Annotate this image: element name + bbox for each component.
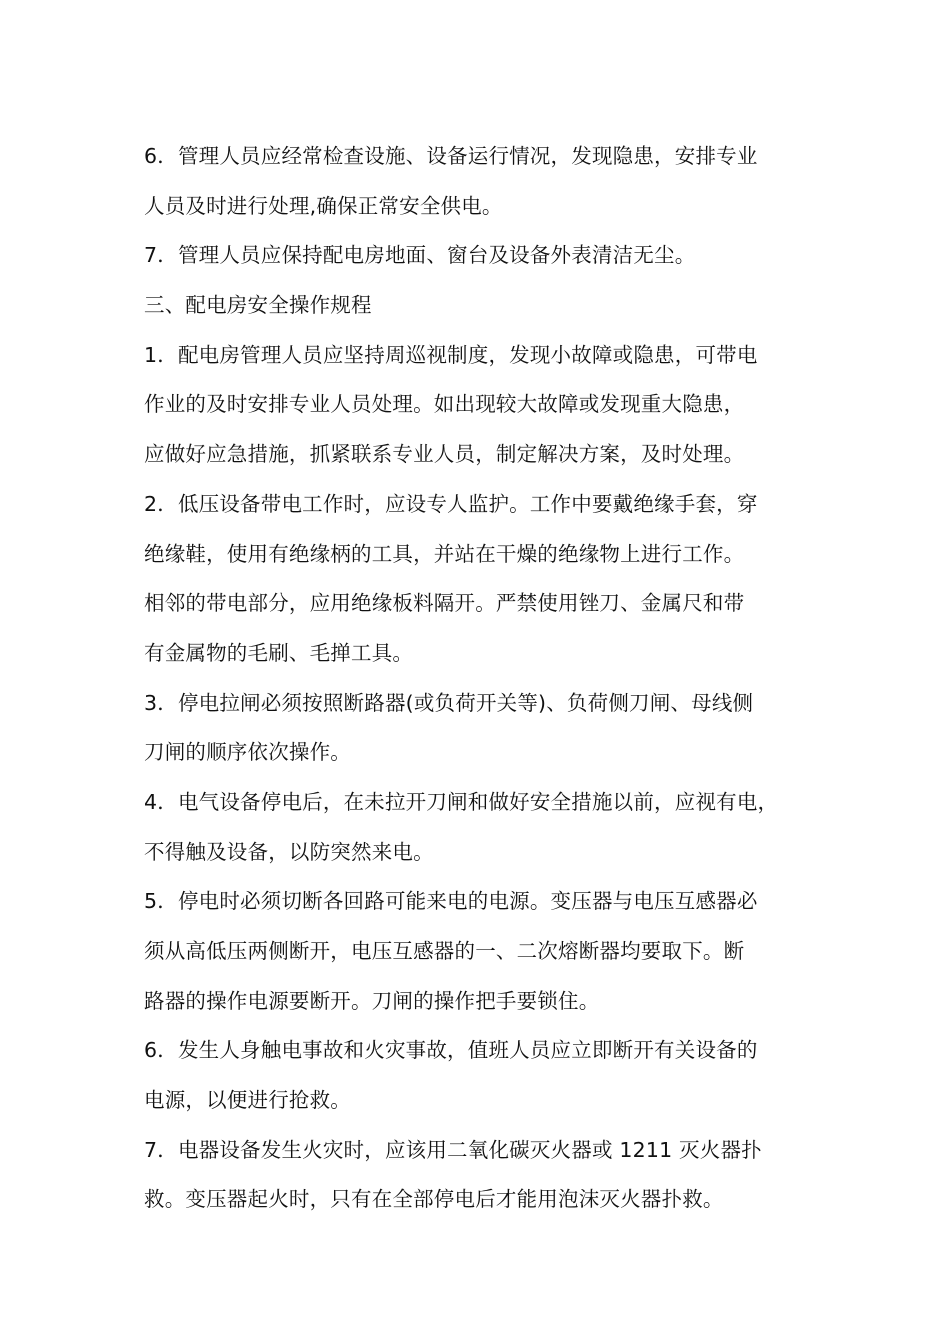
text-line: 1．配电房管理人员应坚持周巡视制度，发现小故障或隐患，可带电	[144, 342, 758, 367]
text-line: 6．发生人身触电事故和火灾事故，值班人员应立即断开有关设备的	[144, 1038, 758, 1063]
text-line: 2．低压设备带电工作时，应设专人监护。工作中要戴绝缘手套，穿	[144, 491, 758, 516]
document-body	[144, 132, 834, 1225]
text-line: 须从高低压两侧断开，电压互感器的一、二次熔断器均要取下。断	[144, 939, 745, 963]
text-line: 人员及时进行处理,确保正常安全供电。	[144, 193, 503, 218]
text-line: 路器的操作电源要断开。刀闸的操作把手要锁住。	[144, 988, 600, 1013]
text-line: 7．电器设备发生火灾时，应该用二氧化碳灭火器或 1211 灭火器扑	[144, 1137, 762, 1162]
text-line: 救。变压器起火时，只有在全部停电后才能用泡沫灭火器扑救。	[144, 1187, 724, 1212]
text-line: 有金属物的毛刷、毛掸工具。	[144, 640, 414, 665]
text-line: 绝缘鞋，使用有绝缘柄的工具，并站在干燥的绝缘物上进行工作。	[144, 541, 745, 566]
text-line: 作业的及时安排专业人员处理。如出现较大故障或发现重大隐患，	[144, 392, 745, 417]
text-line: 5．停电时必须切断各回路可能来电的电源。变压器与电压互感器必	[144, 889, 758, 914]
text-line: 相邻的带电部分，应用绝缘板料隔开。严禁使用锉刀、金属尺和带	[144, 591, 745, 616]
text-line: 应做好应急措施，抓紧联系专业人员，制定解决方案，及时处理。	[144, 442, 745, 467]
text-line: 3．停电拉闸必须按照断路器(或负荷开关等)、负荷侧刀闸、母线侧	[144, 690, 754, 715]
text-line: 电源，以便进行抢救。	[144, 1088, 351, 1113]
text-line: 7．管理人员应保持配电房地面、窗台及设备外表清洁无尘。	[144, 243, 696, 268]
section-heading: 三、配电房安全操作规程	[144, 293, 372, 318]
text-line: 4．电气设备停电后，在未拉开刀闸和做好安全措施以前，应视有电，	[144, 789, 779, 814]
text-line: 不得触及设备，以防突然来电。	[144, 839, 434, 864]
text-line: 6．管理人员应经常检查设施、设备运行情况，发现隐患，安排专业	[144, 144, 758, 168]
text-line: 刀闸的顺序依次操作。	[144, 740, 351, 765]
